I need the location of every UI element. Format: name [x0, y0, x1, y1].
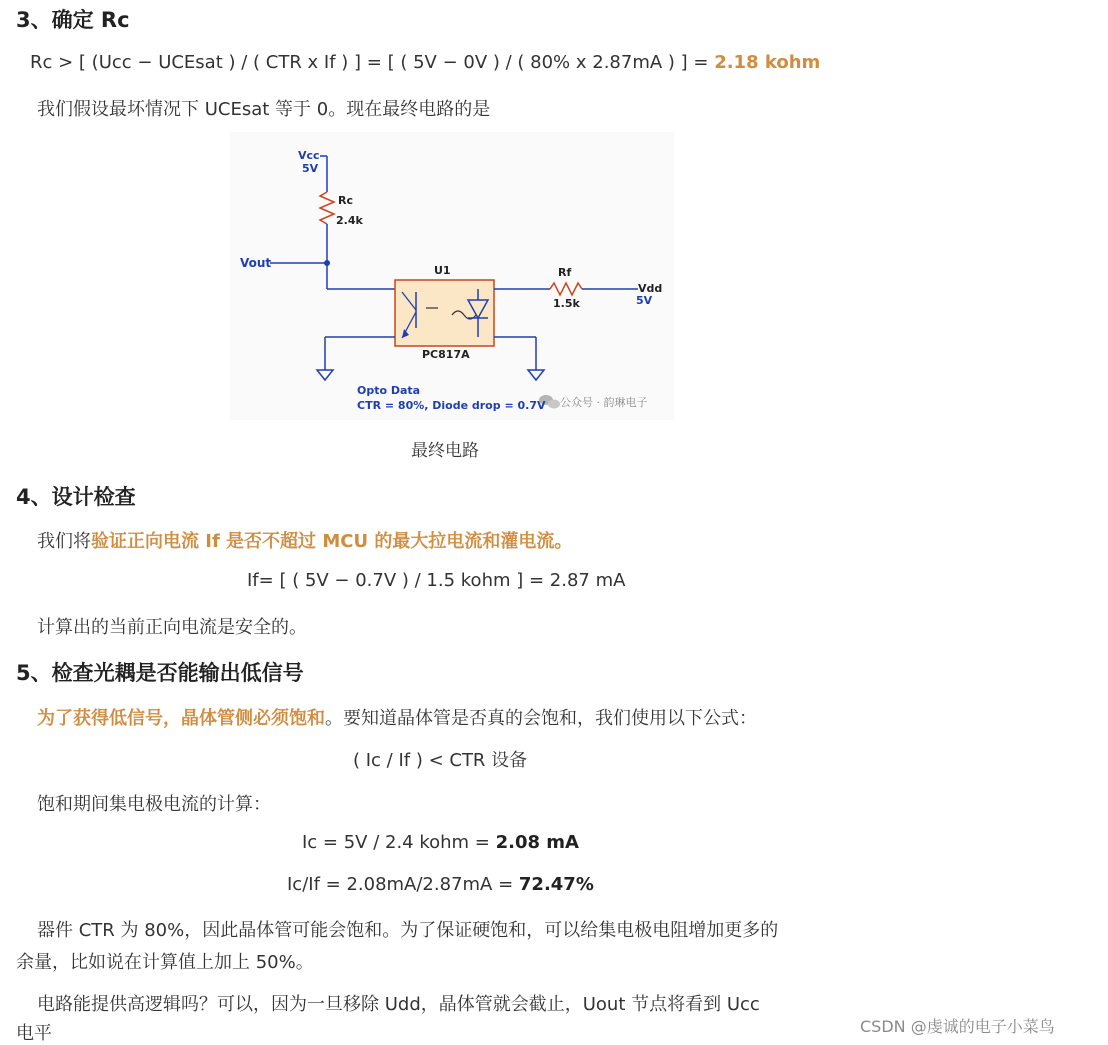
- opto-data-title: Opto Data: [357, 384, 421, 397]
- ctr-formula: ( Ic / If ) < CTR 设备: [353, 750, 528, 771]
- vout-node: [324, 260, 330, 266]
- ratio-formula-text: Ic/If = 2.08mA/2.87mA =: [287, 874, 519, 895]
- rc-label: Rc: [338, 194, 353, 207]
- csdn-watermark: CSDN @虔诚的电子小菜鸟: [860, 1017, 1055, 1036]
- ground-right-symbol: [528, 370, 544, 380]
- section-5-intro: [37, 704, 757, 730]
- vcc-label: Vcc: [298, 149, 320, 162]
- rf-label: Rf: [558, 266, 572, 279]
- ratio-formula: [287, 874, 594, 895]
- pc817a-label: PC817A: [422, 348, 470, 361]
- rc-formula-result: 2.18 kohm: [714, 52, 821, 73]
- vdd-label: Vdd: [638, 282, 663, 295]
- vcc-value: 5V: [302, 162, 319, 175]
- circuit-schematic: [230, 132, 674, 420]
- paragraph-ctr-line2: 余量，比如说在计算值上加上 50%。: [16, 952, 314, 973]
- rc-value: 2.4k: [336, 214, 363, 227]
- ic-formula-text: Ic = 5V / 2.4 kohm =: [302, 832, 496, 853]
- section-4-conclusion: 计算出的当前正向电流是安全的。: [37, 617, 307, 638]
- section-5-intro-text: 。要知道晶体管是否真的会饱和，我们使用以下公式：: [325, 708, 757, 729]
- ic-formula: [302, 832, 579, 853]
- rc-formula-text: Rc > [ (Ucc − UCEsat ) / ( CTR x If ) ] = [ ( 5V − 0V ) / ( 80% x 2.87mA ) ] =: [30, 52, 715, 73]
- rf-value: 1.5k: [553, 297, 580, 310]
- rf-resistor: [550, 283, 582, 295]
- vout-label: Vout: [240, 256, 272, 270]
- section-4-intro-highlight: 验证正向电流 If 是否不超过 MCU 的最大拉电流和灌电流。: [91, 531, 573, 552]
- watermark-text: 公众号 · 韵琳电子: [560, 396, 648, 409]
- optocoupler-body: [395, 280, 494, 346]
- section-4-intro: [37, 527, 572, 553]
- assumption-text: 我们假设最坏情况下 UCEsat 等于 0。现在最终电路的是: [37, 99, 491, 120]
- calc-label: 饱和期间集电极电流的计算：: [37, 794, 271, 815]
- section-4-intro-text: 我们将: [37, 531, 91, 552]
- paragraph-ctr-line1: 器件 CTR 为 80%，因此晶体管可能会饱和。为了保证硬饱和，可以给集电极电阻增加更多的: [37, 920, 779, 941]
- vdd-value: 5V: [636, 294, 653, 307]
- section-4-heading: 4、设计检查: [16, 485, 136, 509]
- paragraph-logic-line1: 电路能提供高逻辑吗？可以，因为一旦移除 Udd，晶体管就会截止，Uout 节点将看到 Ucc: [37, 994, 760, 1015]
- u1-label: U1: [434, 264, 451, 277]
- opto-data-values: CTR = 80%, Diode drop = 0.7V: [357, 399, 546, 412]
- section-5-intro-highlight: 为了获得低信号，晶体管侧必须饱和: [37, 708, 325, 729]
- rc-resistor: [320, 192, 334, 224]
- paragraph-logic-line2: 电平: [16, 1023, 52, 1044]
- ratio-formula-result: 72.47%: [518, 874, 594, 895]
- rc-formula: [30, 52, 820, 73]
- ic-formula-result: 2.08 mA: [495, 832, 579, 853]
- ground-left-symbol: [317, 370, 333, 380]
- section-5-heading: 5、检查光耦是否能输出低信号: [16, 661, 304, 685]
- if-formula: If= [ ( 5V − 0.7V ) / 1.5 kohm ] = 2.87 mA: [247, 570, 626, 591]
- section-3-heading: 3、确定 Rc: [16, 8, 130, 32]
- circuit-caption: 最终电路: [411, 441, 479, 461]
- circuit-diagram: [230, 132, 674, 420]
